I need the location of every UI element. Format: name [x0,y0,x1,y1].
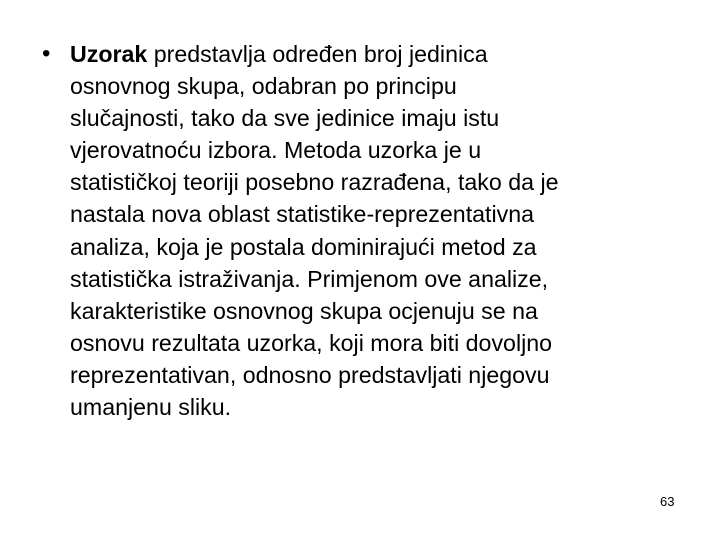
first-line-text: predstavlja određen broj jedinica [147,41,488,67]
text-line-11: reprezentativan, odnosno predstavljati njegovu [70,361,550,388]
bold-term: Uzorak [70,41,148,67]
bullet-dot-icon: • [42,40,51,67]
bullet-text [70,38,682,423]
text-line-7: analiza, koja je postala dominirajući metod za [70,233,537,260]
text-line-5: statističkoj teoriji posebno razrađena, tako da je [70,169,559,196]
text-line-6: nastala nova oblast statistike-reprezentativna [70,201,535,228]
text-line-12: umanjenu sliku. [70,394,232,421]
text-line-4: vjerovatnoću izbora. Metoda uzorka je u [70,137,482,164]
text-line-8: statistička istraživanja. Primjenom ove analize, [70,265,549,292]
text-line-1 [70,38,682,70]
text-line-3: slučajnosti, tako da sve jedinice imaju istu [70,105,500,132]
page-number: 63 [660,494,675,509]
text-line-10: osnovu rezultata uzorka, koji mora biti dovoljno [70,329,553,356]
bullet-item [42,38,682,423]
text-line-9: karakteristike osnovnog skupa ocjenuju se na [70,297,538,324]
text-line-2: osnovnog skupa, odabran po principu [70,73,457,100]
